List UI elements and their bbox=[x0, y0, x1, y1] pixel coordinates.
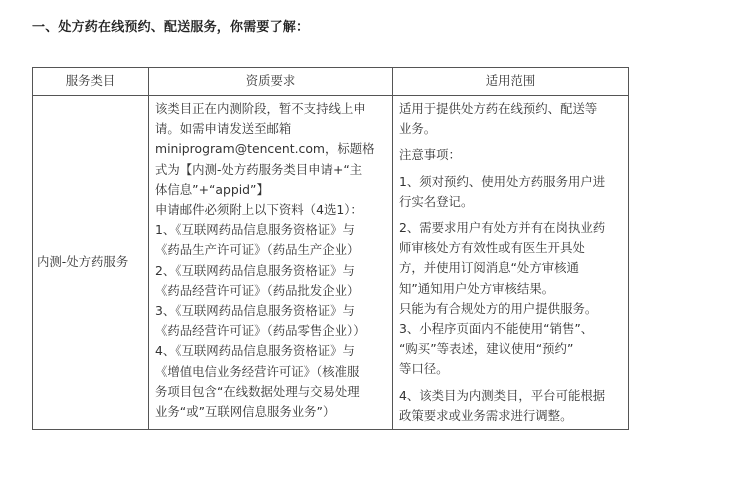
qualification-line: 4、《互联网药品信息服务资格证》与 bbox=[155, 343, 355, 359]
qualification-line: 3、《互联网药品信息服务资格证》与 bbox=[155, 303, 355, 319]
qualification-line: 2、《互联网药品信息服务资格证》与 bbox=[155, 262, 355, 278]
scope-line: 3、小程序页面内不能使用“销售”、 bbox=[399, 321, 594, 337]
scope-line: 等口径。 bbox=[399, 361, 449, 377]
qualification-line: miniprogram@tencent.com，标题格 bbox=[155, 141, 375, 157]
scope-line: 适用于提供处方药在线预约、配送等 bbox=[399, 101, 598, 116]
qualification-line: 《药品经营许可证》（药品零售企业）） bbox=[155, 323, 366, 339]
scope-line: 业务。 bbox=[399, 121, 437, 137]
header-qualification: 资质要求 bbox=[149, 68, 393, 96]
scope-line: “购买”等表述，建议使用“预约” bbox=[399, 341, 574, 357]
qualification-line: 该类目正在内测阶段，暂不支持线上申 bbox=[155, 101, 366, 116]
qualification-line: 申请邮件必须附上以下资料（4选1）： bbox=[155, 202, 363, 218]
scope-line: 师审核处方有效性或有医生开具处 bbox=[399, 240, 585, 256]
qualification-line: 务项目包含“在线数据处理与交易处理 bbox=[155, 383, 360, 399]
scope-line: 知”通知用户处方审核结果。 bbox=[399, 280, 555, 296]
header-service-category: 服务类目 bbox=[33, 68, 149, 96]
scope-line: 2、需要求用户有处方并有在岗执业药 bbox=[399, 220, 606, 236]
qualification-line: 《药品经营许可证》（药品批发企业） bbox=[155, 282, 360, 298]
table-row bbox=[33, 96, 629, 430]
qualification-line: 业务“或”互联网信息服务业务”） bbox=[155, 404, 336, 420]
cell-qualification bbox=[149, 96, 393, 430]
scope-line: 4、该类目为内测类目，平台可能根据 bbox=[399, 387, 606, 403]
qualification-line: 《增值电信业务经营许可证》（核准服 bbox=[155, 363, 360, 379]
scope-line: 1、须对预约、使用处方药服务用户进 bbox=[399, 173, 606, 189]
cell-scope bbox=[393, 96, 629, 430]
scope-line: 只能为有合规处方的用户提供服务。 bbox=[399, 300, 598, 316]
qualification-line: 式为【内测-处方药服务类目申请+“主 bbox=[155, 161, 363, 177]
cell-category: 内测-处方药服务 bbox=[33, 96, 149, 430]
page-heading: 一、处方药在线预约、配送服务，你需要了解： bbox=[32, 20, 310, 35]
scope-line: 方，并使用订阅消息“处方审核通 bbox=[399, 260, 579, 276]
qualification-line: 体信息”+“appid”】 bbox=[155, 181, 269, 197]
table-header-row bbox=[33, 68, 629, 96]
qualification-line: 请。如需申请发送至邮箱 bbox=[155, 121, 292, 137]
scope-notes-label: 注意事项： bbox=[399, 147, 461, 163]
service-category-table bbox=[32, 67, 629, 430]
scope-line: 政策要求或业务需求进行调整。 bbox=[399, 407, 573, 423]
qualification-line: 《药品生产许可证》（药品生产企业） bbox=[155, 242, 360, 258]
qualification-line: 1、《互联网药品信息服务资格证》与 bbox=[155, 222, 355, 238]
scope-line: 行实名登记。 bbox=[399, 193, 474, 209]
header-scope: 适用范围 bbox=[393, 68, 629, 96]
